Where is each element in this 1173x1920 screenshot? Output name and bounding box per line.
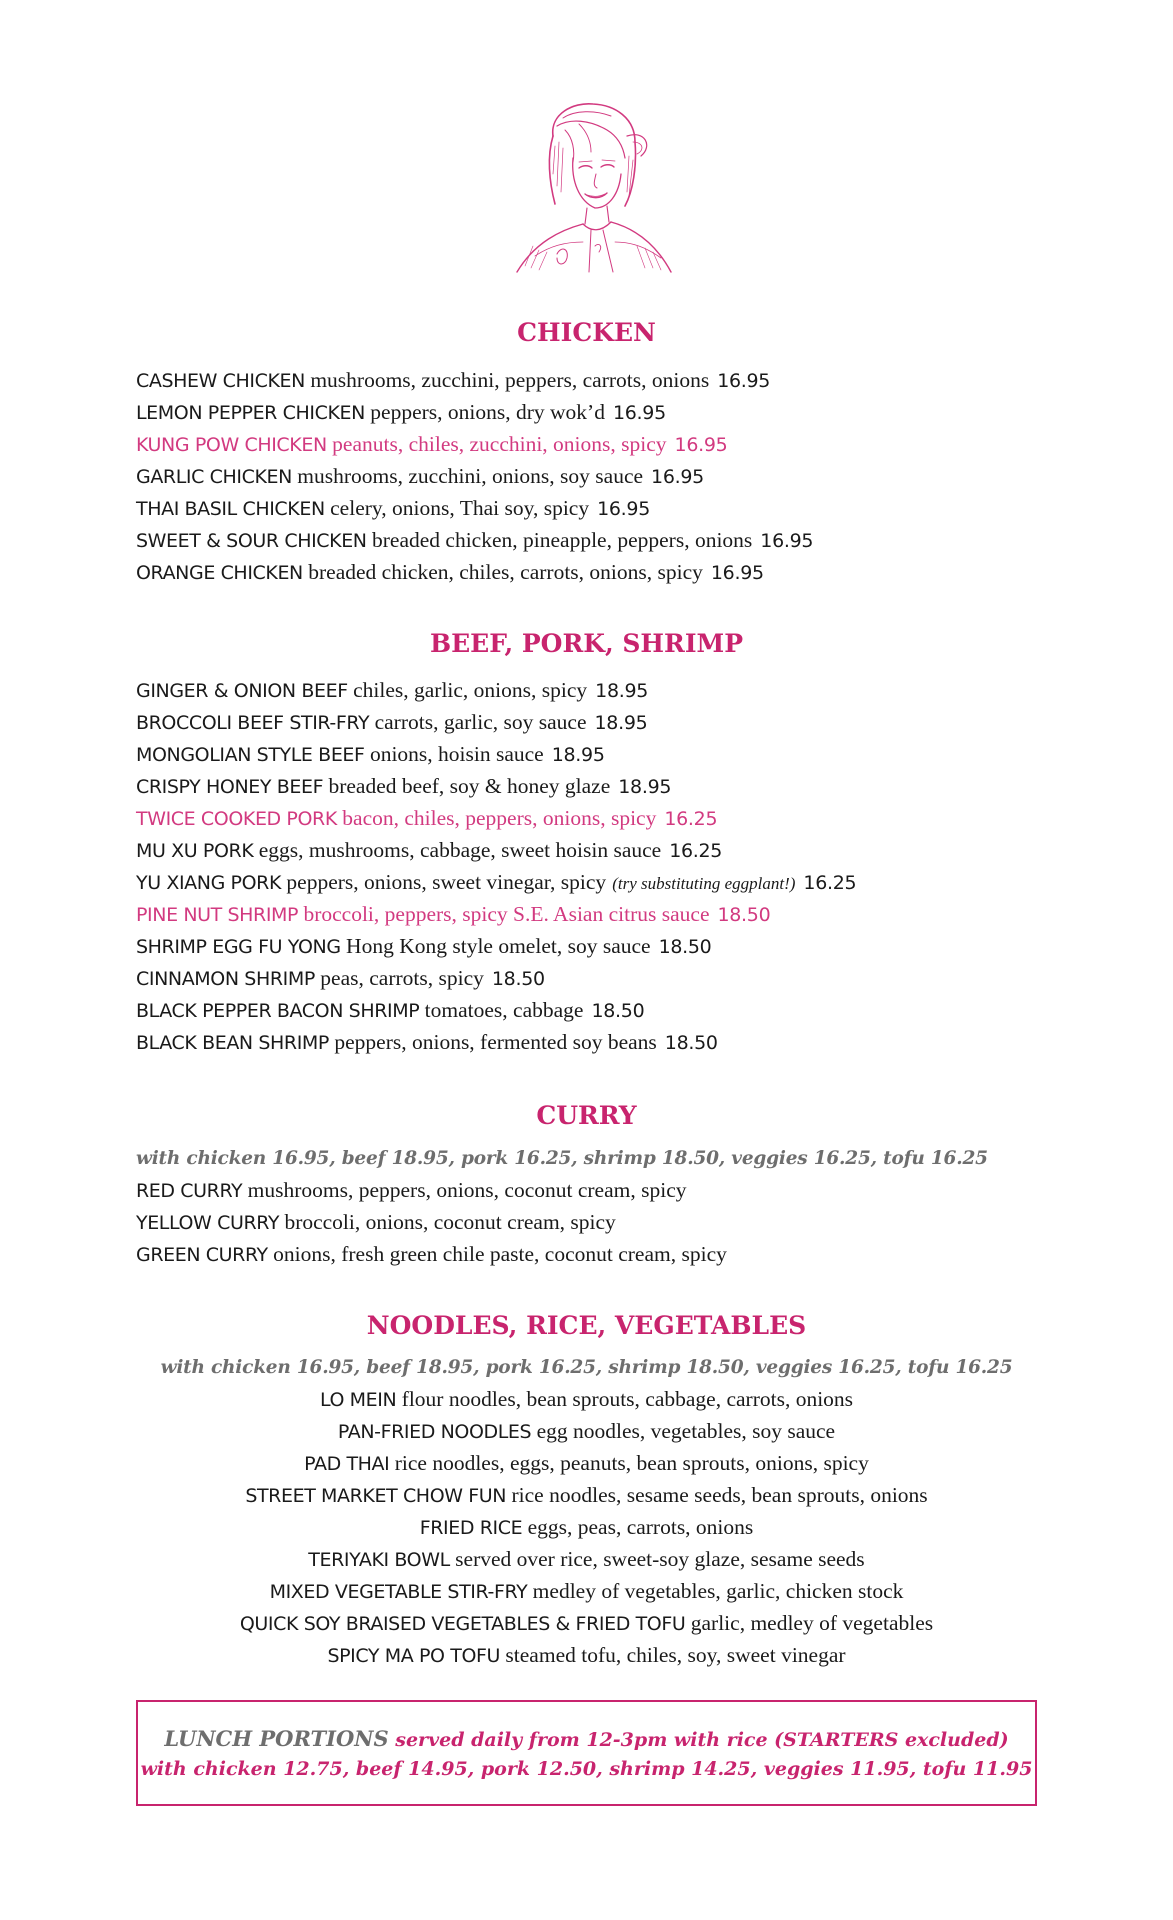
item-price: 16.95 bbox=[674, 434, 728, 456]
menu-item bbox=[0, 1607, 1173, 1639]
lunch-line-1 bbox=[138, 1724, 1035, 1755]
item-price: 16.95 bbox=[717, 370, 771, 392]
menu-item bbox=[136, 930, 856, 962]
menu-item bbox=[136, 770, 856, 802]
item-description: eggs, mushrooms, cabbage, sweet hoisin sauce bbox=[253, 838, 662, 862]
item-description: mushrooms, peppers, onions, coconut cream, spicy bbox=[242, 1178, 687, 1202]
menu-item-highlighted bbox=[136, 802, 856, 834]
menu-item-highlighted bbox=[136, 898, 856, 930]
item-name: SWEET & SOUR CHICKEN bbox=[136, 530, 367, 552]
item-description: peppers, onions, sweet vinegar, spicy bbox=[281, 870, 607, 894]
menu-item bbox=[0, 1415, 1173, 1447]
item-description: broccoli, peppers, spicy S.E. Asian citrus sauce bbox=[298, 902, 710, 926]
menu-item bbox=[136, 738, 856, 770]
menu-item bbox=[136, 492, 813, 524]
lunch-portions-box bbox=[136, 1700, 1037, 1806]
item-name: PINE NUT SHRIMP bbox=[136, 904, 299, 926]
item-name: CASHEW CHICKEN bbox=[136, 370, 305, 392]
item-price: 18.95 bbox=[594, 712, 648, 734]
item-name: RED CURRY bbox=[136, 1180, 243, 1202]
item-description: rice noodles, sesame seeds, bean sprouts, onions bbox=[506, 1483, 928, 1507]
item-name: TERIYAKI BOWL bbox=[308, 1549, 450, 1571]
section-title-noodles-rice-vegetables: NOODLES, RICE, VEGETABLES bbox=[366, 1311, 807, 1340]
menu-item bbox=[0, 1575, 1173, 1607]
item-description: mushrooms, zucchini, peppers, carrots, onions bbox=[304, 368, 710, 392]
item-name: BLACK BEAN SHRIMP bbox=[136, 1032, 329, 1054]
item-description: eggs, peas, carrots, onions bbox=[522, 1515, 754, 1539]
menu-item bbox=[136, 1174, 727, 1206]
item-name: CRISPY HONEY BEEF bbox=[136, 776, 324, 798]
menu-item-highlighted bbox=[136, 428, 813, 460]
item-description: peppers, onions, dry wok’d bbox=[364, 400, 605, 424]
item-name: GARLIC CHICKEN bbox=[136, 466, 292, 488]
item-description: onions, fresh green chile paste, coconut cream, spicy bbox=[267, 1242, 727, 1266]
item-name: STREET MARKET CHOW FUN bbox=[245, 1485, 507, 1507]
item-description: medley of vegetables, garlic, chicken stock bbox=[527, 1579, 904, 1603]
item-description: steamed tofu, chiles, soy, sweet vinegar bbox=[500, 1643, 846, 1667]
menu-item bbox=[136, 994, 856, 1026]
item-name: GREEN CURRY bbox=[136, 1244, 268, 1266]
item-name: LEMON PEPPER CHICKEN bbox=[136, 402, 365, 424]
curry-list bbox=[136, 1174, 727, 1270]
lunch-lead: LUNCH PORTIONS bbox=[164, 1726, 389, 1751]
item-price: 16.25 bbox=[669, 840, 723, 862]
item-name: TWICE COOKED PORK bbox=[136, 808, 337, 830]
menu-item bbox=[0, 1639, 1173, 1671]
item-name: PAN-FRIED NOODLES bbox=[337, 1421, 532, 1443]
curry-price-line: with chicken 16.95, beef 18.95, pork 16.25, shrimp 18.50, veggies 16.25, tofu 16.25 bbox=[136, 1148, 988, 1169]
item-description: celery, onions, Thai soy, spicy bbox=[324, 496, 590, 520]
item-price: 18.50 bbox=[591, 1000, 645, 1022]
beef-pork-shrimp-list bbox=[136, 674, 856, 1058]
item-name: FRIED RICE bbox=[419, 1517, 523, 1539]
chicken-list bbox=[136, 364, 813, 588]
menu-item bbox=[136, 1206, 727, 1238]
item-note: (try substituting eggplant!) bbox=[612, 874, 796, 893]
item-description: peppers, onions, fermented soy beans bbox=[328, 1030, 657, 1054]
menu-item bbox=[136, 866, 856, 898]
item-name: QUICK SOY BRAISED VEGETABLES & FRIED TOFU bbox=[239, 1613, 686, 1635]
item-name: BLACK PEPPER BACON SHRIMP bbox=[136, 1000, 420, 1022]
section-title-beef-pork-shrimp: BEEF, PORK, SHRIMP bbox=[430, 629, 743, 658]
menu-item bbox=[136, 556, 813, 588]
item-name: GINGER & ONION BEEF bbox=[136, 680, 348, 702]
item-description: garlic, medley of vegetables bbox=[685, 1611, 934, 1635]
item-name: MIXED VEGETABLE STIR-FRY bbox=[269, 1581, 528, 1603]
lunch-prices: with chicken 12.75, beef 14.95, pork 12.50, shrimp 14.25, veggies 11.95, tofu 11.95 bbox=[140, 1758, 1033, 1780]
item-price: 18.95 bbox=[551, 744, 605, 766]
menu-item bbox=[0, 1447, 1173, 1479]
section-title-chicken: CHICKEN bbox=[517, 318, 656, 347]
item-price: 16.25 bbox=[664, 808, 718, 830]
item-price: 18.50 bbox=[658, 936, 712, 958]
item-name: BROCCOLI BEEF STIR-FRY bbox=[136, 712, 370, 734]
menu-item bbox=[0, 1479, 1173, 1511]
menu-item bbox=[136, 396, 813, 428]
item-price: 16.95 bbox=[760, 530, 814, 552]
item-price: 18.50 bbox=[491, 968, 545, 990]
menu-item bbox=[136, 1026, 856, 1058]
noodles-price-line: with chicken 16.95, beef 18.95, pork 16.25, shrimp 18.50, veggies 16.25, tofu 16.25 bbox=[160, 1357, 1013, 1378]
item-price: 18.50 bbox=[717, 904, 771, 926]
item-description: egg noodles, vegetables, soy sauce bbox=[531, 1419, 836, 1443]
item-price: 16.95 bbox=[612, 402, 666, 424]
item-description: mushrooms, zucchini, onions, soy sauce bbox=[291, 464, 644, 488]
item-price: 16.95 bbox=[710, 562, 764, 584]
item-description: chiles, garlic, onions, spicy bbox=[347, 678, 588, 702]
item-price: 18.95 bbox=[595, 680, 649, 702]
menu-item bbox=[136, 1238, 727, 1270]
item-name: MU XU PORK bbox=[136, 840, 254, 862]
item-price: 16.25 bbox=[803, 872, 857, 894]
menu-item bbox=[136, 524, 813, 556]
menu-item bbox=[0, 1543, 1173, 1575]
item-price: 18.50 bbox=[664, 1032, 718, 1054]
item-description: tomatoes, cabbage bbox=[419, 998, 584, 1022]
item-description: breaded beef, soy & honey glaze bbox=[323, 774, 611, 798]
item-name: LO MEIN bbox=[319, 1389, 397, 1411]
menu-item bbox=[0, 1511, 1173, 1543]
menu-item bbox=[136, 962, 856, 994]
woman-portrait-sketch-icon bbox=[495, 96, 685, 278]
item-price: 16.95 bbox=[651, 466, 704, 488]
item-description: flour noodles, bean sprouts, cabbage, carrots, onions bbox=[396, 1387, 854, 1411]
item-name: THAI BASIL CHICKEN bbox=[136, 498, 325, 520]
item-name: SPICY MA PO TOFU bbox=[327, 1645, 501, 1667]
item-description: breaded chicken, pineapple, peppers, onions bbox=[366, 528, 753, 552]
lunch-hours: served daily from 12-3pm with rice (STARTERS excluded) bbox=[388, 1729, 1009, 1751]
item-description: peas, carrots, spicy bbox=[314, 966, 484, 990]
item-description: Hong Kong style omelet, soy sauce bbox=[340, 934, 651, 958]
item-name: PAD THAI bbox=[304, 1453, 390, 1475]
item-description: rice noodles, eggs, peanuts, bean sprouts, onions, spicy bbox=[389, 1451, 869, 1475]
section-title-curry: CURRY bbox=[536, 1101, 637, 1130]
menu-item bbox=[136, 364, 813, 396]
menu-item bbox=[136, 834, 856, 866]
item-description: peanuts, chiles, zucchini, onions, spicy bbox=[326, 432, 667, 456]
item-name: CINNAMON SHRIMP bbox=[136, 968, 315, 990]
item-name: MONGOLIAN STYLE BEEF bbox=[136, 744, 365, 766]
item-name: SHRIMP EGG FU YONG bbox=[136, 936, 341, 958]
item-description: onions, hoisin sauce bbox=[364, 742, 544, 766]
item-name: YU XIANG PORK bbox=[136, 872, 282, 894]
item-description: carrots, garlic, soy sauce bbox=[369, 710, 587, 734]
item-price: 18.95 bbox=[618, 776, 672, 798]
item-name: YELLOW CURRY bbox=[136, 1212, 280, 1234]
noodles-list bbox=[0, 1383, 1173, 1671]
menu-item bbox=[0, 1383, 1173, 1415]
item-name: KUNG POW CHICKEN bbox=[136, 434, 327, 456]
menu-item bbox=[136, 674, 856, 706]
item-name: ORANGE CHICKEN bbox=[136, 562, 303, 584]
menu-item bbox=[136, 460, 813, 492]
item-description: served over rice, sweet-soy glaze, sesame seeds bbox=[449, 1547, 865, 1571]
item-description: bacon, chiles, peppers, onions, spicy bbox=[336, 806, 657, 830]
menu-item bbox=[136, 706, 856, 738]
item-price: 16.95 bbox=[597, 498, 650, 520]
item-description: broccoli, onions, coconut cream, spicy bbox=[279, 1210, 616, 1234]
item-description: breaded chicken, chiles, carrots, onions, spicy bbox=[302, 560, 703, 584]
